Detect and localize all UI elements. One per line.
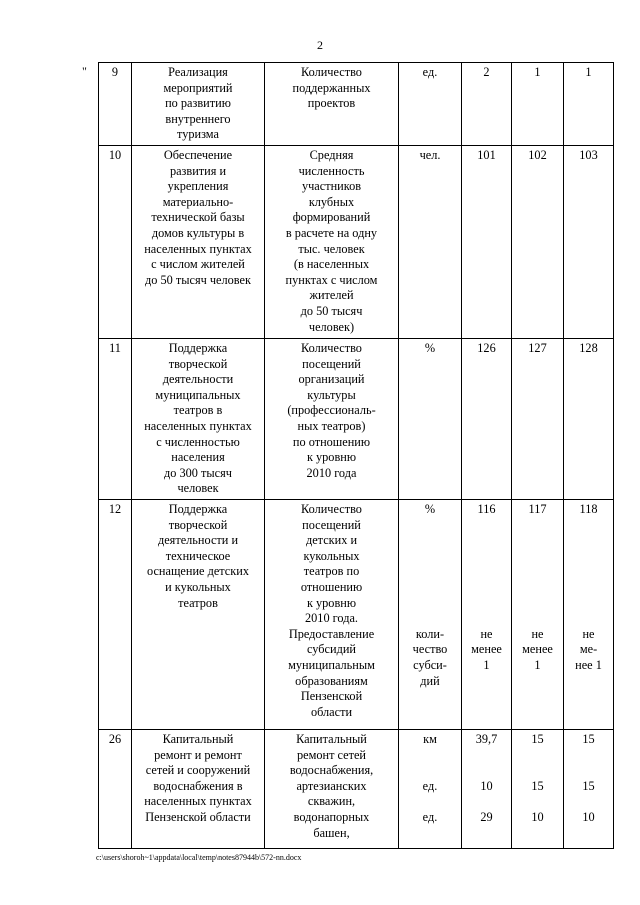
value-year3-cell xyxy=(564,338,614,499)
cell-line: творческой xyxy=(168,517,228,532)
cell-line: 1 xyxy=(534,65,541,79)
cell-line: материально- xyxy=(162,194,234,209)
cell-line: ных театров) xyxy=(297,418,366,433)
indicator-cell xyxy=(265,729,399,848)
cell-line: ме- xyxy=(579,642,598,657)
cell-line: Предоставление xyxy=(288,626,375,641)
value-year3-cell xyxy=(564,729,614,848)
cell-line xyxy=(401,564,459,580)
cell-line: сетей и сооружений xyxy=(145,763,251,778)
cell-line: до 50 тысяч человек xyxy=(145,272,251,287)
cell-line: жителей xyxy=(309,288,354,303)
table-row xyxy=(99,145,614,338)
cell-line: оснащение детских xyxy=(147,564,249,579)
cell-line xyxy=(516,580,559,596)
cell-line: участников xyxy=(301,179,362,194)
row-number xyxy=(99,338,132,499)
page-number: 2 xyxy=(317,38,323,52)
cell-line xyxy=(516,748,559,764)
cell-line xyxy=(401,596,459,612)
row-number xyxy=(99,729,132,848)
cell-line xyxy=(466,611,507,627)
cell-line: кукольных xyxy=(303,548,360,563)
cell-line: внутреннего xyxy=(165,111,231,126)
cell-line xyxy=(466,580,507,596)
cell-line: театров по xyxy=(303,564,360,579)
value-year1-cell xyxy=(462,338,512,499)
cell-line: по развитию xyxy=(165,96,231,111)
cell-line: 9 xyxy=(111,65,119,79)
cell-line: технической базы xyxy=(151,210,245,225)
cell-line xyxy=(568,564,609,580)
cell-line: дий xyxy=(420,673,440,688)
cell-line: ремонт сетей xyxy=(296,747,367,762)
value-year2-cell xyxy=(512,729,564,848)
cell-line: 103 xyxy=(579,147,598,162)
value-year3-cell xyxy=(564,499,614,729)
cell-line: 15 xyxy=(582,731,595,746)
cell-line: 2 xyxy=(483,65,490,79)
cell-line: 11 xyxy=(109,340,121,355)
table-row xyxy=(99,729,614,848)
cell-line: 2010 года. xyxy=(305,611,358,626)
value-year3-cell xyxy=(564,145,614,338)
indicator-cell xyxy=(265,145,399,338)
event-cell xyxy=(132,729,265,848)
cell-line: творческой xyxy=(168,356,228,371)
cell-line: Количество xyxy=(301,340,362,355)
opening-quote-mark: " xyxy=(82,64,87,78)
cell-line: человек xyxy=(177,481,219,496)
cell-line: поддержанных xyxy=(292,80,371,95)
cell-line: муниципальным xyxy=(288,657,375,672)
cell-line xyxy=(516,611,559,627)
value-year1-cell xyxy=(462,63,512,146)
event-cell xyxy=(132,338,265,499)
cell-line: водонапорных xyxy=(293,809,370,824)
cell-line: и кукольных xyxy=(165,579,231,594)
cell-line: 26 xyxy=(108,731,122,746)
cell-line xyxy=(516,794,559,810)
cell-line: посещений xyxy=(302,356,361,371)
cell-line: детских и xyxy=(305,533,358,548)
cell-line: Обеспечение xyxy=(163,147,233,162)
cell-line: менее xyxy=(471,642,502,657)
cell-line xyxy=(401,580,459,596)
cell-line: населенных пунктах xyxy=(144,418,252,433)
value-year3-cell xyxy=(564,63,614,146)
cell-line: до 50 тысяч xyxy=(300,303,363,318)
cell-line: развития и xyxy=(169,163,227,178)
cell-line: культуры xyxy=(307,387,356,402)
cell-line: театров в xyxy=(173,403,223,418)
cell-line xyxy=(466,794,507,810)
cell-line: с численностью xyxy=(156,434,240,449)
cell-line: 10 xyxy=(531,809,544,824)
cell-line: (профессиональ- xyxy=(287,403,376,418)
cell-line: менее xyxy=(522,642,553,657)
event-cell xyxy=(132,499,265,729)
value-year2-cell xyxy=(512,145,564,338)
cell-line: 10 xyxy=(480,778,493,793)
cell-line: 1 xyxy=(585,65,592,79)
cell-line: Реализация xyxy=(168,65,228,79)
cell-line: не xyxy=(480,626,493,641)
indicator-cell xyxy=(265,499,399,729)
indicator-cell xyxy=(265,338,399,499)
value-year1-cell xyxy=(462,145,512,338)
cell-line: Пензенской xyxy=(300,689,363,704)
cell-line: тыс. человек xyxy=(298,241,365,256)
cell-line: к уровню xyxy=(306,450,357,465)
cell-line xyxy=(401,518,459,534)
cell-line: укрепления xyxy=(167,179,229,194)
cell-line: 118 xyxy=(579,501,598,516)
unit-cell xyxy=(399,145,462,338)
cell-line: 39,7 xyxy=(475,731,498,746)
cell-line: образованиям xyxy=(295,673,368,688)
cell-line: населенных пунктах xyxy=(144,241,252,256)
cell-line: клубных xyxy=(308,194,355,209)
cell-line: 102 xyxy=(528,147,547,162)
value-year2-cell xyxy=(512,63,564,146)
cell-line: Средняя xyxy=(309,147,354,162)
cell-line: 15 xyxy=(531,731,544,746)
cell-line xyxy=(466,518,507,534)
cell-line: ремонт и ремонт xyxy=(154,747,242,762)
cell-line: по отношению xyxy=(292,434,371,449)
cell-line xyxy=(568,533,609,549)
cell-line: % xyxy=(424,340,436,355)
cell-line: техническое xyxy=(165,548,231,563)
cell-line xyxy=(466,748,507,764)
cell-line: населения xyxy=(171,450,225,465)
cell-line: не xyxy=(531,626,544,641)
event-cell xyxy=(132,63,265,146)
cell-line: области xyxy=(310,704,353,719)
cell-line: 101 xyxy=(477,147,496,162)
cell-line xyxy=(466,533,507,549)
table-row xyxy=(99,63,614,146)
cell-line xyxy=(516,549,559,565)
row-number xyxy=(99,499,132,729)
cell-line xyxy=(568,794,609,810)
cell-line: туризма xyxy=(177,127,219,142)
cell-line xyxy=(466,549,507,565)
cell-line: км xyxy=(423,731,437,746)
cell-line: пунктах с числом xyxy=(285,272,378,287)
unit-cell xyxy=(399,729,462,848)
cell-line: проектов xyxy=(307,96,356,111)
cell-line: субсидий xyxy=(307,642,356,657)
cell-line xyxy=(466,564,507,580)
cell-line: 15 xyxy=(582,778,595,793)
cell-line: организаций xyxy=(298,372,365,387)
value-year1-cell xyxy=(462,499,512,729)
cell-line: чество xyxy=(412,642,448,657)
event-cell xyxy=(132,145,265,338)
cell-line: (в населенных xyxy=(293,257,370,272)
cell-line xyxy=(568,596,609,612)
cell-line: численность xyxy=(298,163,365,178)
cell-line: человек) xyxy=(308,319,355,334)
cell-line: муниципальных xyxy=(155,387,241,402)
cell-line: Количество xyxy=(301,501,362,516)
cell-line xyxy=(466,763,507,779)
cell-line: Поддержка xyxy=(168,501,228,516)
cell-line: в расчете на одну xyxy=(285,225,378,240)
cell-line: Пензенской области xyxy=(145,809,251,824)
cell-line: скважин, xyxy=(307,794,356,809)
value-year2-cell xyxy=(512,338,564,499)
cell-line xyxy=(516,533,559,549)
cell-line: театров xyxy=(178,595,218,610)
cell-line xyxy=(568,748,609,764)
cell-line: деятельности xyxy=(162,372,234,387)
cell-line: артезианских xyxy=(296,778,367,793)
cell-line xyxy=(516,763,559,779)
cell-line xyxy=(568,763,609,779)
cell-line: ед. xyxy=(422,809,438,824)
cell-line: формирований xyxy=(292,210,371,225)
cell-line xyxy=(516,518,559,534)
cell-line xyxy=(516,596,559,612)
cell-line xyxy=(401,763,459,779)
cell-line: Капитальный xyxy=(162,731,234,746)
cell-line: мероприятий xyxy=(163,80,233,95)
cell-line xyxy=(466,596,507,612)
row-number xyxy=(99,145,132,338)
cell-line: Капитальный xyxy=(296,731,367,746)
row-number xyxy=(99,63,132,146)
cell-line: % xyxy=(424,501,436,516)
cell-line: башен, xyxy=(313,825,350,840)
cell-line: 117 xyxy=(528,501,547,516)
cell-line: 2010 года xyxy=(306,465,357,480)
cell-line xyxy=(568,518,609,534)
unit-cell xyxy=(399,499,462,729)
cell-line: нее 1 xyxy=(575,657,602,672)
cell-line: водоснабжения, xyxy=(289,763,374,778)
unit-cell xyxy=(399,338,462,499)
cell-line xyxy=(568,611,609,627)
cell-line: 116 xyxy=(477,501,496,516)
cell-line: 12 xyxy=(108,501,122,516)
cell-line: 10 xyxy=(108,147,122,162)
cell-line: деятельности и xyxy=(157,533,239,548)
cell-line: ед. xyxy=(422,65,438,79)
cell-line: до 300 тысяч xyxy=(164,465,232,480)
cell-line xyxy=(516,564,559,580)
cell-line: населенных пунктах xyxy=(144,794,252,809)
cell-line: ед. xyxy=(422,778,438,793)
value-year1-cell xyxy=(462,729,512,848)
cell-line: 128 xyxy=(579,340,598,355)
cell-line xyxy=(401,748,459,764)
file-path-footer: c:\users\shoroh~1\appdata\local\temp\notes87944b\572-nn.docx xyxy=(96,853,302,862)
cell-line: Количество xyxy=(301,65,362,79)
cell-line: домов культуры в xyxy=(151,225,245,240)
cell-line: 15 xyxy=(531,778,544,793)
cell-line: отношению xyxy=(300,579,363,594)
cell-line: субси- xyxy=(413,657,447,672)
cell-line: водоснабжения в xyxy=(153,778,243,793)
cell-line: 1 xyxy=(534,657,541,672)
cell-line xyxy=(568,580,609,596)
indicator-cell xyxy=(265,63,399,146)
cell-line: коли- xyxy=(415,626,445,641)
cell-line: с числом жителей xyxy=(151,257,245,272)
cell-line: 10 xyxy=(582,809,595,824)
cell-line: к уровню xyxy=(306,595,357,610)
indicators-table xyxy=(98,62,614,849)
cell-line: 126 xyxy=(477,340,496,355)
cell-line xyxy=(401,533,459,549)
cell-line: посещений xyxy=(302,517,361,532)
table-row xyxy=(99,499,614,729)
unit-cell xyxy=(399,63,462,146)
cell-line: 29 xyxy=(480,809,493,824)
cell-line: 127 xyxy=(528,340,547,355)
cell-line xyxy=(401,549,459,565)
cell-line: 1 xyxy=(483,657,490,672)
cell-line xyxy=(401,794,459,810)
cell-line xyxy=(568,549,609,565)
cell-line xyxy=(401,611,459,627)
value-year2-cell xyxy=(512,499,564,729)
cell-line: чел. xyxy=(419,147,441,162)
cell-line: не xyxy=(582,626,595,641)
table-row xyxy=(99,338,614,499)
cell-line: Поддержка xyxy=(168,340,228,355)
